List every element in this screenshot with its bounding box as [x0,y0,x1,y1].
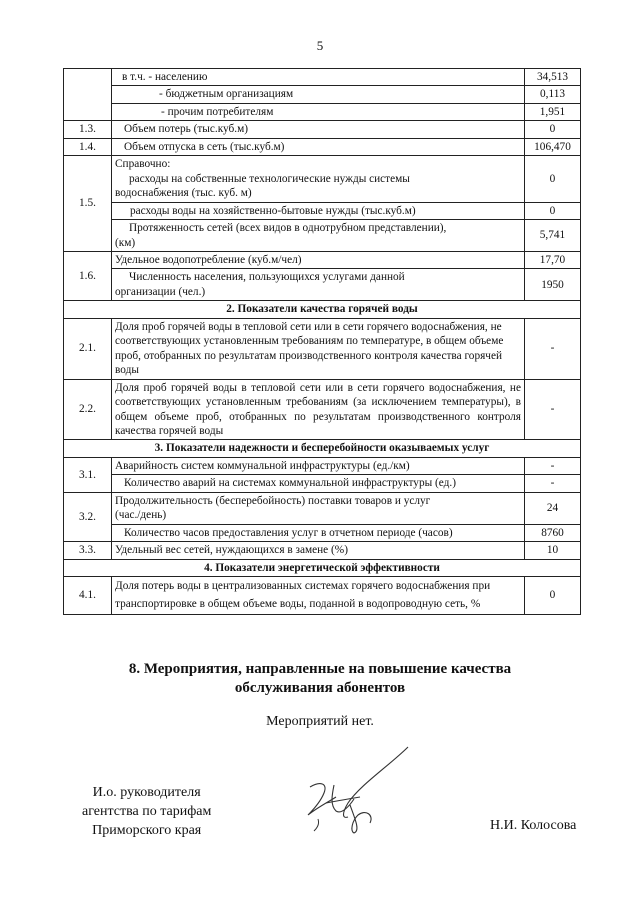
row-value: 0 [525,202,581,219]
table-row [64,475,581,492]
row-text: Доля проб горячей воды в тепловой сети или в сети горячего водоснабжения, не соответствующих установленным требованиям (за исключением температуры), в общем объеме проб, отобранных по результатам производственного контроля качества горячей воды [112,379,525,440]
row-number: 2.1. [64,318,112,379]
table-row [64,379,581,440]
no-events-text: Мероприятий нет. [266,714,374,729]
table-row [64,202,581,219]
table-row [64,138,581,155]
row-value: 5,741 [525,220,581,252]
row-text: Доля проб горячей воды в тепловой сети или в сети горячего водоснабжения, не соответствующих установленным требованиям по температуре, в общем объеме проб, отобранных по результатам производственного контроля качества горячей воды [112,318,525,379]
signatory-title-line: агентства по тарифам [82,804,212,820]
row-text [112,220,525,252]
table-row [64,524,581,541]
row-number: 1.5. [64,156,112,252]
row-text: Количество аварий на системах коммунальной инфраструктуры (ед.) [112,475,525,492]
row-value: 0,113 [525,86,581,103]
row-text: - бюджетным организациям [112,86,525,103]
row-number: 3.1. [64,457,112,492]
row-number: 3.2. [64,492,112,541]
row-text: Количество часов предоставления услуг в отчетном периоде (часов) [112,524,525,541]
row-text: Объем потерь (тыс.куб.м) [112,121,525,138]
section-row [64,301,581,318]
section-8-heading-line: 8. Мероприятия, направленные на повышение качества [128,661,512,677]
row-text-line: (час./день) [115,509,167,522]
table-row [64,542,581,559]
table-row [64,269,581,301]
row-text [112,269,525,301]
row-text: в т.ч. - населению [112,69,525,86]
row-number: 2.2. [64,379,112,440]
row-text-line: Справочно: [115,158,171,171]
indicators-table [63,68,581,615]
table-row [64,156,581,202]
row-text-line: Продолжительность (бесперебойность) поставки товаров и услуг [115,494,431,507]
row-value: 0 [525,121,581,138]
table-row [64,577,581,615]
section-8-heading-line: обслуживания абонентов [234,680,406,697]
row-value: 34,513 [525,69,581,86]
row-value: 10 [525,542,581,559]
row-value: 1950 [525,269,581,301]
row-text [112,492,525,524]
page-number: 5 [316,38,324,53]
row-text: Объем отпуска в сеть (тыс.куб.м) [112,138,525,155]
section-row [64,440,581,457]
signatory-title [82,783,211,840]
handwritten-signature [290,745,430,835]
row-number: 3.3. [64,542,112,559]
row-value: 0 [525,156,581,202]
signatory-title-line: И.о. руководителя [92,785,201,800]
row-text-line: (км) [115,236,136,249]
row-value: 106,470 [525,138,581,155]
row-value: 1,951 [525,103,581,120]
row-text: Аварийность систем коммунальной инфраструктуры (ед./км) [112,457,525,474]
signatory-name: Н.И. Колосова [490,818,577,833]
signatory-title-line: Приморского края [92,823,202,839]
table-row [64,121,581,138]
row-number: 4.1. [64,577,112,615]
row-value: 17,70 [525,251,581,268]
row-text [112,156,525,202]
table-row [64,251,581,268]
row-value: 0 [525,577,581,615]
row-text-line: Протяженность сетей (всех видов в однотрубном представлении), [129,222,447,235]
row-text-line: водоснабжения (тыс. куб. м) [115,187,252,200]
section-8-heading [0,660,640,698]
row-value: - [525,379,581,440]
table-row [64,457,581,474]
row-value: 8760 [525,524,581,541]
row-text: - прочим потребителям [112,103,525,120]
table-row [64,220,581,252]
table-row [64,86,581,103]
row-value: 24 [525,492,581,524]
row-text: Доля потерь воды в централизованных системах горячего водоснабжения при транспортировке в общем объеме воды, поданной в водопроводную сеть, % [112,577,525,615]
row-value: - [525,457,581,474]
row-number: 1.4. [64,138,112,155]
section-heading: 4. Показатели энергетической эффективности [64,559,581,576]
section-heading: 3. Показатели надежности и бесперебойности оказываемых услуг [64,440,581,457]
row-number: 1.3. [64,121,112,138]
table-row [64,318,581,379]
row-text: Удельный вес сетей, нуждающихся в замене (%) [112,542,525,559]
row-text-line: Численность населения, пользующихся услугами данной [129,271,405,284]
row-text-line: расходы на собственные технологические нужды системы [129,172,410,185]
row-number: 1.6. [64,251,112,300]
row-number [64,69,112,121]
section-heading: 2. Показатели качества горячей воды [64,301,581,318]
table-row [64,492,581,524]
row-text: расходы воды на хозяйственно-бытовые нужды (тыс.куб.м) [112,202,525,219]
row-value: - [525,318,581,379]
table-row [64,103,581,120]
row-text: Удельное водопотребление (куб.м/чел) [112,251,525,268]
row-value: - [525,475,581,492]
table-row [64,69,581,86]
section-row [64,559,581,576]
row-text-line: организации (чел.) [115,285,206,298]
